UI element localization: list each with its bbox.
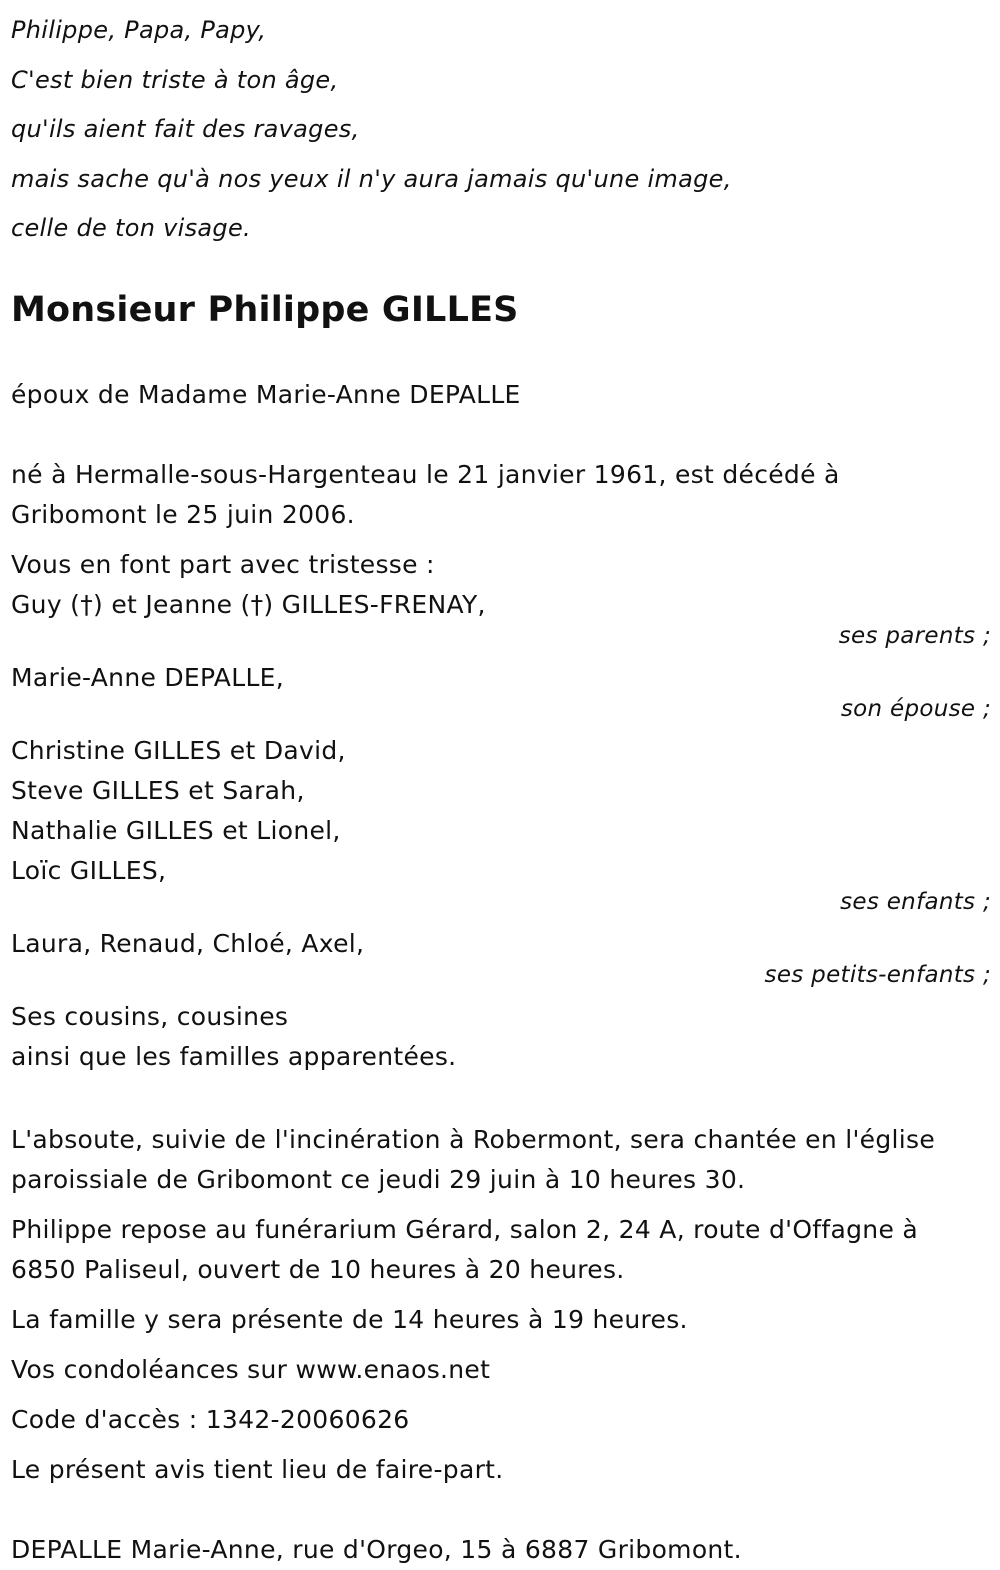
family-group-spouse <box>11 658 991 698</box>
birth-line: Gribomont le 25 juin 2006. <box>11 499 355 529</box>
poem-line: qu'ils aient fait des ravages, <box>11 115 360 143</box>
birth-line: né à Hermalle-sous-Hargenteau le 21 janvier 1961, est décédé à <box>11 459 840 489</box>
relation-label: ses petits-enfants ; <box>764 961 991 988</box>
family-group-children <box>11 731 991 891</box>
family-group-parents <box>11 585 991 625</box>
condolences-line: Vos condoléances sur www.enaos.net <box>11 1354 491 1384</box>
family-presence: La famille y sera présente de 14 heures à 19 heures. <box>11 1304 688 1334</box>
family-names: Nathalie GILLES et Lionel, <box>11 815 341 845</box>
ceremony-line: L'absoute, suivie de l'incinération à Robermont, sera chantée en l'église <box>11 1124 936 1154</box>
family-names: Laura, Renaud, Chloé, Axel, <box>11 928 365 958</box>
funerarium-line: 6850 Paliseul, ouvert de 10 heures à 20 heures. <box>11 1254 625 1284</box>
family-group-grandchildren <box>11 924 991 964</box>
funerarium-line: Philippe repose au funérarium Gérard, salon 2, 24 A, route d'Offagne à <box>11 1214 918 1244</box>
funerarium-info <box>11 1210 991 1290</box>
ceremony-info <box>11 1120 991 1200</box>
poem <box>11 6 991 254</box>
family-names: Marie-Anne DEPALLE, <box>11 662 285 692</box>
announce-intro: Vous en font part avec tristesse : <box>11 549 435 579</box>
family-names: Guy (†) et Jeanne (†) GILLES-FRENAY, <box>11 589 486 619</box>
closing-line: ainsi que les familles apparentées. <box>11 1041 457 1071</box>
ceremony-line: paroissiale de Gribomont ce jeudi 29 juin à 10 heures 30. <box>11 1164 746 1194</box>
access-code: Code d'accès : 1342-20060626 <box>11 1404 410 1434</box>
relation-label: son épouse ; <box>840 695 991 722</box>
family-names: Christine GILLES et David, <box>11 735 346 765</box>
obituary-notice <box>11 0 991 1570</box>
spouse-line: époux de Madame Marie-Anne DEPALLE <box>11 379 521 409</box>
relation-label: ses enfants ; <box>840 888 991 915</box>
family-names: Loïc GILLES, <box>11 855 167 885</box>
notice-line: Le présent avis tient lieu de faire-part. <box>11 1454 504 1484</box>
closing-line: Ses cousins, cousines <box>11 1001 289 1031</box>
closing-relatives <box>11 997 991 1077</box>
family-names: Steve GILLES et Sarah, <box>11 775 305 805</box>
poem-line: celle de ton visage. <box>11 214 251 242</box>
birth-death-info <box>11 455 991 535</box>
poem-line: C'est bien triste à ton âge, <box>11 65 339 94</box>
poem-line: Philippe, Papa, Papy, <box>11 16 267 44</box>
relation-label: ses parents ; <box>838 622 991 649</box>
deceased-name-title: Monsieur Philippe GILLES <box>11 289 519 330</box>
contact-address: DEPALLE Marie-Anne, rue d'Orgeo, 15 à 6887 Gribomont. <box>11 1534 742 1564</box>
poem-line: mais sache qu'à nos yeux il n'y aura jamais qu'une image, <box>11 164 732 193</box>
